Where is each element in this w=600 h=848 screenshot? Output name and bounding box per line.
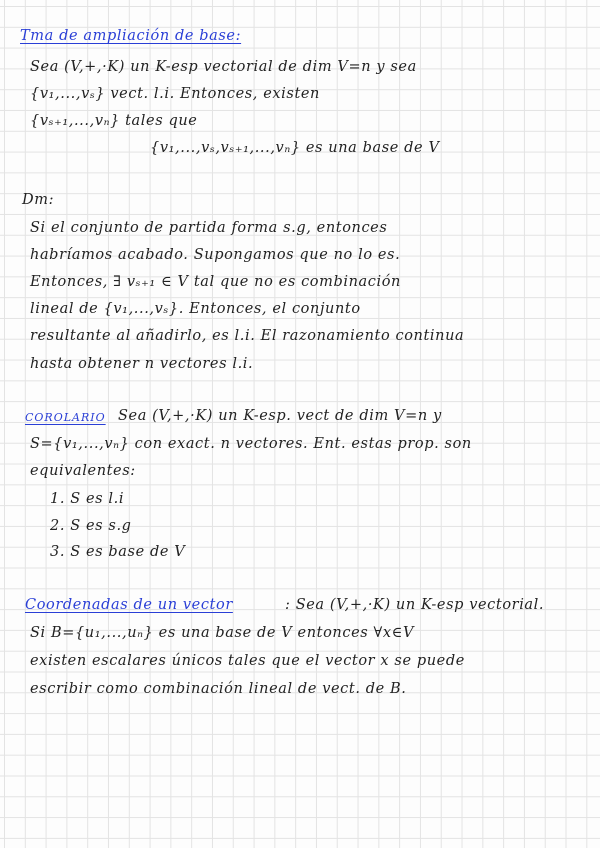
coordinates-title: Coordenadas de un vector xyxy=(25,597,233,613)
theorem-line-3: {vₛ₊₁,...,vₙ} tales que xyxy=(30,113,198,129)
coordinates-line-4: escribir como combinación lineal de vect. de B. xyxy=(30,681,407,697)
proof-line-3: Entonces, ∃ vₛ₊₁ ∈ V tal que no es combinación xyxy=(30,274,401,290)
proof-line-4: lineal de {v₁,...,vₛ}. Entonces, el conjunto xyxy=(30,301,361,317)
proof-label: Dm: xyxy=(22,192,55,208)
corollary-item-1: 1. S es l.i xyxy=(50,491,125,507)
proof-line-5: resultante al añadirlo, es l.i. El razonamiento continua xyxy=(30,328,465,344)
theorem-line-2: {v₁,...,vₛ} vect. l.i. Entonces, existen xyxy=(30,86,320,102)
corollary-item-2: 2. S es s.g xyxy=(50,518,132,534)
coordinates-line-1: : Sea (V,+,·K) un K-esp vectorial. xyxy=(285,597,545,613)
corollary-label: COROLARIO xyxy=(25,411,106,424)
theorem-line-1: Sea (V,+,·K) un K-esp vectorial de dim V=n y sea xyxy=(30,59,417,75)
coordinates-line-2: Si B={u₁,...,uₙ} es una base de V entonces ∀x∈V xyxy=(30,625,415,641)
coordinates-line-3: existen escalares únicos tales que el vector x se puede xyxy=(30,653,465,669)
proof-line-6: hasta obtener n vectores l.i. xyxy=(30,356,254,372)
corollary-line-3: equivalentes: xyxy=(30,463,136,479)
corollary-line-2: S={v₁,...,vₙ} con exact. n vectores. Ent. estas prop. son xyxy=(30,436,472,452)
corollary-line-1: Sea (V,+,·K) un K-esp. vect de dim V=n y xyxy=(118,408,442,424)
proof-line-2: habríamos acabado. Supongamos que no lo es. xyxy=(30,247,401,263)
proof-line-1: Si el conjunto de partida forma s.g, entonces xyxy=(30,220,388,236)
corollary-item-3: 3. S es base de V xyxy=(50,544,186,560)
theorem-line-4: {v₁,...,vₛ,vₛ₊₁,...,vₙ} es una base de V xyxy=(150,140,440,156)
theorem-title: Tma de ampliación de base: xyxy=(20,28,242,44)
